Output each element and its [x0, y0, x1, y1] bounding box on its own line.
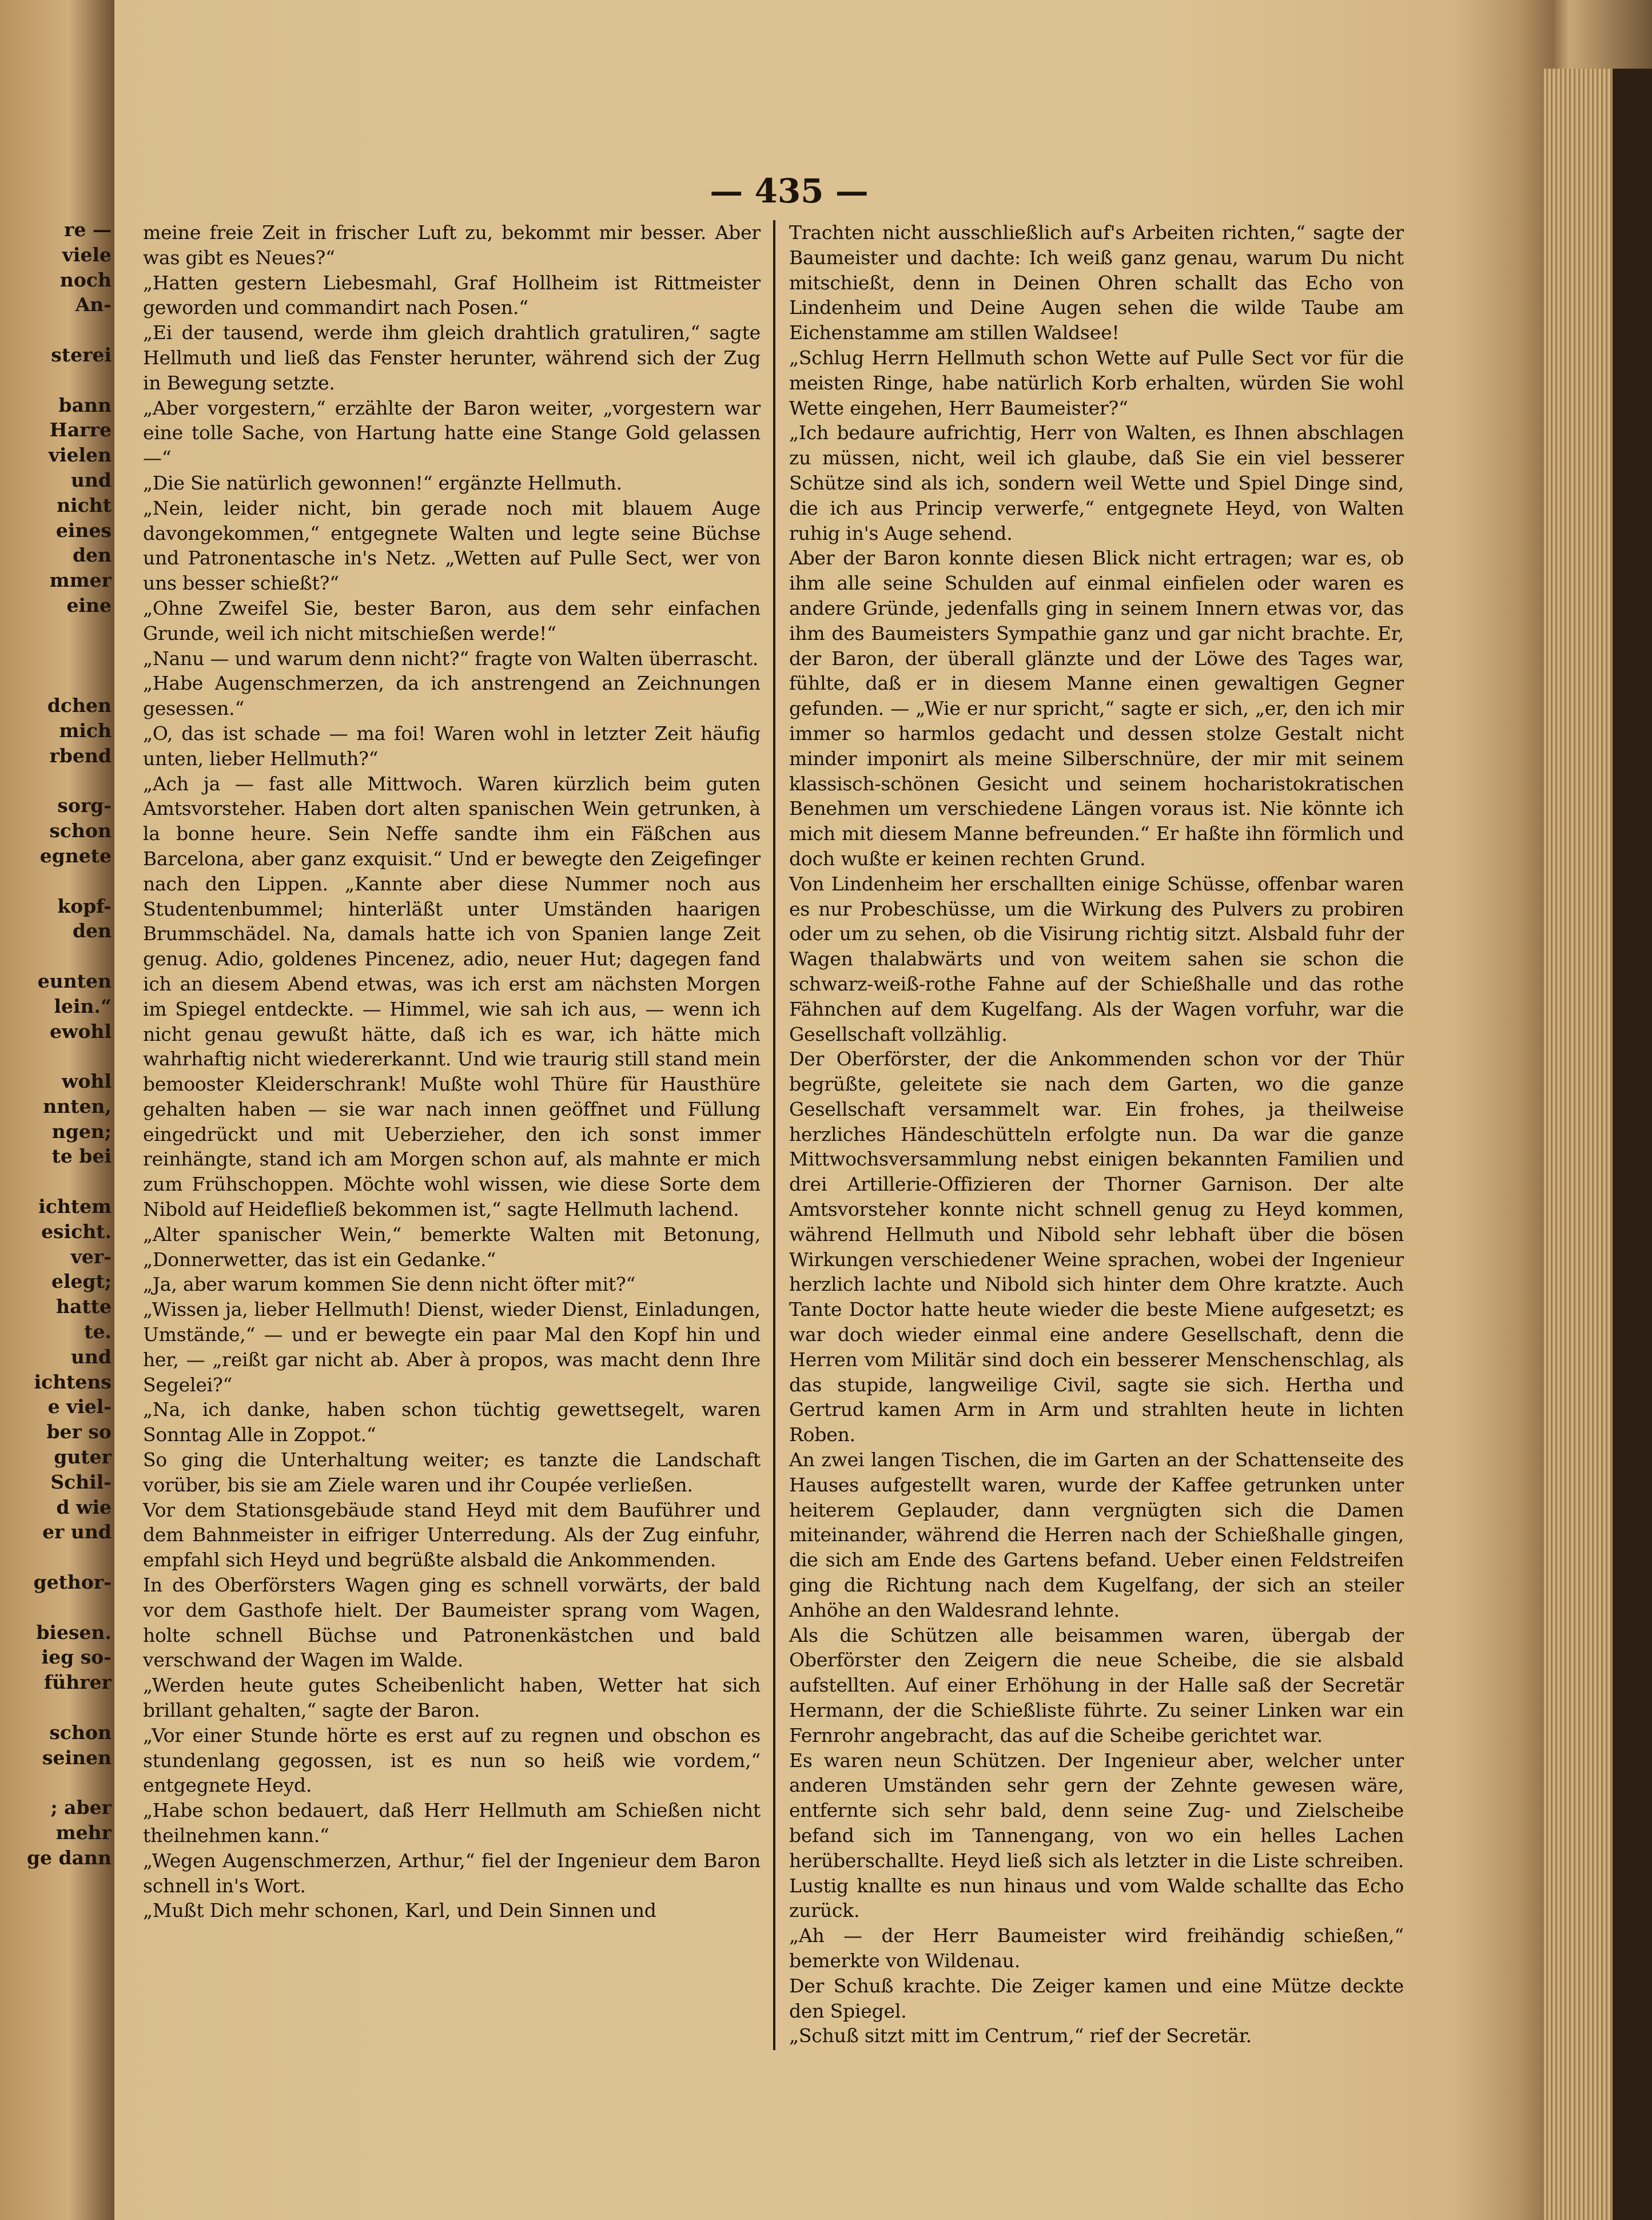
paragraph: meine freie Zeit in frischer Luft zu, bekommt mir besser. Aber was gibt es Neues?“	[143, 221, 761, 269]
fragment-line: te.	[84, 1320, 112, 1343]
fragment-line: An-	[75, 293, 112, 316]
fragment-line: führer	[44, 1671, 112, 1694]
fragment-line: lein.“	[54, 994, 112, 1017]
page-edges	[1544, 69, 1652, 2220]
fragment-line: esicht.	[41, 1220, 112, 1243]
fragment-line: e viel-	[47, 1395, 112, 1418]
paragraph: „Nein, leider nicht, bin gerade noch mit blauem Auge davongekommen,“ entgegnete Walten und legte seine Büchse und Patronentasche in's Netz. „Wetten auf Pulle Sect, wer von uns besser schießt?“	[143, 496, 761, 595]
fragment-line: kopf-	[57, 894, 112, 917]
fragment-line	[0, 368, 112, 393]
fragment-line: nicht	[57, 494, 112, 516]
fragment-line: Harre	[49, 419, 112, 441]
book-cover-edge	[1613, 69, 1652, 2220]
fragment-line: rbend	[49, 744, 112, 767]
paragraph: Vor dem Stationsgebäude stand Heyd mit dem Bauführer und dem Bahnmeister in eifriger Unterredung. Als der Zug einfuhr, empfahl sich Heyd und begrüßte alsbald die Ankommenden.	[143, 1498, 761, 1571]
paragraph: An zwei langen Tischen, die im Garten an der Schattenseite des Hauses aufgestellt waren, wurde der Kaffee getrunken unter heiterem Geplauder, dann vergnügten sich die Damen miteinander, während die Herren nach der Schießhalle gingen, die sich am Ende des Gartens befand. Ueber einen Feldstreifen ging die Richtung nach dem Kugelfang, der sich an steiler Anhöhe an den Waldesrand lehnte.	[789, 1449, 1404, 1621]
fragment-line: und	[70, 1345, 112, 1368]
fragment-line: den	[72, 544, 112, 567]
fragment-line: mehr	[55, 1821, 112, 1844]
paragraph: „Ja, aber warum kommen Sie denn nicht öfter mit?“	[143, 1273, 636, 1296]
fragment-line: biesen.	[36, 1621, 112, 1644]
paragraph: „Aber vorgestern,“ erzählte der Baron weiter, „vorgestern war eine tolle Sache, von Hartung hatte eine Stange Gold gelassen —“	[143, 396, 761, 470]
paragraph: „Ohne Zweifel Sie, bester Baron, aus dem sehr einfachen Grunde, weil ich nicht mitschießen werde!“	[143, 596, 761, 644]
paragraph: Es waren neun Schützen. Der Ingenieur aber, welcher unter anderen Umständen sehr gern der Zehnte gewesen wäre, entfernte sich sehr bald, denn seine Zug- und Zielscheibe befand sich im Tannengang, von wo ein helles Lachen herüberschallte. Heyd ließ sich als letzter in die Liste schreiben. Lustig knallte es nun hinaus und vom Walde schallte das Echo zurück.	[789, 1749, 1404, 1922]
fragment-line: eunten	[37, 969, 112, 992]
fragment-line: dchen	[47, 694, 112, 717]
paragraph: Trachten nicht ausschließlich auf's Arbeiten richten,“ sagte der Baumeister und dachte: Ich weiß ganz genau, warum Du nicht mitschießt, denn in Deinen Ohren schallt das Echo von Lindenheim und Deine Augen sehen die wilde Taube am Eichenstamme am stillen Waldsee!	[789, 221, 1404, 344]
right-text-column	[789, 220, 1404, 2048]
fragment-line: wohl	[62, 1070, 112, 1093]
fragment-line: d wie	[56, 1495, 112, 1518]
fragment-line: viele	[62, 243, 112, 266]
fragment-line: vielen	[48, 444, 112, 467]
fragment-line: mich	[59, 719, 112, 742]
fragment-line: ieg so-	[41, 1646, 112, 1669]
column-divider	[773, 220, 775, 2050]
fragment-line	[0, 1695, 112, 1720]
fragment-line	[0, 618, 112, 643]
paragraph: „Vor einer Stunde hörte es erst auf zu regnen und obschon es stundenlang gegossen, ist es nun so heiß wie vordem,“ entgegnete Heyd.	[143, 1724, 761, 1797]
fragment-line	[0, 1545, 112, 1570]
left-page-fragments	[0, 217, 112, 1871]
fragment-line: mmer	[49, 569, 112, 592]
fragment-line	[0, 317, 112, 343]
fragment-line: den	[72, 920, 112, 942]
paragraph: Der Schuß krachte. Die Zeiger kamen und eine Mütze deckte den Spiegel.	[789, 1974, 1404, 2022]
fragment-line: bann	[58, 393, 112, 416]
fragment-line: ber so	[46, 1421, 112, 1443]
left-text-column	[143, 220, 761, 1923]
fragment-line: seinen	[42, 1746, 112, 1769]
paragraph: „Werden heute gutes Scheibenlicht haben, Wetter hat sich brillant gehalten,“ sagte der Baron.	[143, 1674, 761, 1722]
fragment-line	[0, 643, 112, 669]
fragment-line: eine	[66, 594, 112, 616]
fragment-line: sorg-	[57, 794, 112, 817]
paragraph: „Na, ich danke, haben schon tüchtig gewettsegelt, waren Sonntag Alle in Zoppot.“	[143, 1398, 761, 1446]
paragraph: Von Lindenheim her erschallten einige Schüsse, offenbar waren es nur Probeschüsse, um die Wirkung des Pulvers zu probiren oder um zu sehen, ob die Visirung richtig sitzt. Alsbald fuhr der Wagen thalabwärts und von weitem sahen sie schon die schwarz-weiß-rothe Fahne auf der Schießhalle und das rothe Fähnchen auf dem Kugelfang. Als der Wagen vorfuhr, war die Gesellschaft vollzählig.	[789, 872, 1404, 1045]
fragment-line: ge dann	[26, 1846, 112, 1869]
fragment-line	[0, 668, 112, 693]
paragraph: „Ach ja — fast alle Mittwoch. Waren kürzlich beim guten Amtsvorsteher. Haben dort alten spanischen Wein getrunken, à la bonne heure. Sein Neffe sandte ihm ein Fäßchen aus Barcelona, aber ganz exquisit.“ Und er bewegte den Zeigefinger nach den Lippen. „Kannte aber diese Nummer noch aus Studentenbummel; hinterläßt unter Umständen haarigen Brummschädel. Na, damals hatte ich von Spanien lange Zeit genug. Adio, goldenes Pincenez, adio, neuer Hut; dagegen fand ich an diesem Abend etwas, was ich erst am nächsten Morgen im Spiegel entdeckte. — Himmel, wie sah ich aus, — wenn ich nicht genau gewußt hätte, daß ich es war, ich hätte mich wahrhaftig nicht wiedererkannt. Und wie traurig still stand mein bemooster Kleiderschrank! Mußte wohl Thüre für Hausthüre gehalten haben — sie war nach innen geöffnet und Füllung eingedrückt und mit Ueberzieher, den ich sonst immer reinhängte, stand ich am Morgen schon auf, als mahnte er mich zum Frühschoppen. Möchte wohl wissen, wie diese Sorte dem Nibold auf Heidefließ bekommen ist,“ sagte Hellmuth lachend.	[143, 772, 761, 1221]
paragraph: „Schlug Herrn Hellmuth schon Wette auf Pulle Sect vor für die meisten Ringe, habe natürlich Korb erhalten, würden Sie wohl Wette eingehen, Herr Baumeister?“	[789, 346, 1404, 419]
paragraph: Als die Schützen alle beisammen waren, übergab der Oberförster den Zeigern die neue Scheibe, die sie alsbald aufstellten. Auf einer Erhöhung in der Halle saß der Secretär Hermann, der die Schießliste führte. Zu seiner Linken war ein Fernrohr angebracht, das auf die Scheibe gerichtet war.	[789, 1624, 1404, 1746]
fragment-line: hatte	[56, 1295, 112, 1318]
fragment-line: schon	[49, 1721, 112, 1744]
fragment-line: ngen;	[51, 1120, 112, 1143]
fragment-line	[0, 1169, 112, 1194]
fragment-line: elegt;	[51, 1270, 112, 1293]
fragment-line: sterei	[51, 343, 112, 366]
paragraph: „Habe Augenschmerzen, da ich anstrengend an Zeichnungen gesessen.“	[143, 672, 761, 720]
fragment-line: ver-	[70, 1245, 112, 1268]
fragment-line: nnten,	[43, 1095, 112, 1117]
paragraph: „Mußt Dich mehr schonen, Karl, und Dein Sinnen und	[143, 1899, 656, 1922]
fragment-line: gethor-	[33, 1571, 112, 1594]
paragraph: „Hatten gestern Liebesmahl, Graf Hollheim ist Rittmeister geworden und commandirt nach Posen.“	[143, 271, 761, 319]
paragraph: „Alter spanischer Wein,“ bemerkte Walten mit Betonung, „Donnerwetter, das ist ein Gedanke.“	[143, 1223, 761, 1271]
fragment-line	[0, 869, 112, 894]
fragment-line: egnete	[39, 844, 112, 867]
fragment-line: ichtens	[34, 1370, 112, 1393]
fragment-line: ewohl	[50, 1020, 112, 1043]
paragraph: „Die Sie natürlich gewonnen!“ ergänzte Hellmuth.	[143, 471, 622, 494]
paragraph: „Wegen Augenschmerzen, Arthur,“ fiel der Ingenieur dem Baron schnell in's Wort.	[143, 1849, 761, 1897]
fragment-line: ichtem	[38, 1195, 112, 1218]
paragraph: „Nanu — und warum denn nicht?“ fragte von Walten überrascht.	[143, 647, 759, 670]
fragment-line: er und	[42, 1521, 112, 1543]
fragment-line	[0, 769, 112, 794]
fragment-line	[0, 944, 112, 969]
page-number: — 435 —	[710, 172, 869, 210]
paragraph: „Schuß sitzt mitt im Centrum,“ rief der Secretär.	[789, 2024, 1252, 2047]
fragment-line: ; aber	[50, 1796, 112, 1819]
fragment-line: schon	[49, 819, 112, 842]
paragraph: Aber der Baron konnte diesen Blick nicht ertragen; war es, ob ihm alle seine Schulden auf einmal einfielen oder waren es andere Gründe, jedenfalls ging in seinem Innern etwas vor, das ihm des Baumeisters Sympathie ganz und gar nicht brachte. Er, der Baron, der überall glänzte und der Löwe des Tages war, fühlte, daß er in diesem Manne einen gewaltigen Gegner gefunden. — „Wie er nur spricht,“ sagte er sich, „er, den ich mir immer so harmlos gedacht und dessen stolze Gestalt nicht minder imponirt als meine Silberschnüre, der mir mit seinem klassisch-schönen Gesicht und seinem hocharistokratischen Benehmen um verschiedene Längen voraus ist. Nie könnte ich mich mit diesem Manne befreunden.“ Er haßte ihn förmlich und doch wußte er keinen rechten Grund.	[789, 547, 1404, 870]
paragraph: So ging die Unterhaltung weiter; es tanzte die Landschaft vorüber, bis sie am Ziele waren und ihr Coupée verließen.	[143, 1449, 761, 1496]
fragment-line: re —	[64, 218, 112, 241]
fragment-line	[0, 1595, 112, 1620]
fragment-line: noch	[59, 268, 112, 291]
fragment-line: eines	[55, 519, 112, 542]
paragraph: „O, das ist schade — ma foi! Waren wohl in letzter Zeit häufig unten, lieber Hellmuth?“	[143, 722, 761, 770]
paragraph: „Ei der tausend, werde ihm gleich drahtlich gratuliren,“ sagte Hellmuth und ließ das Fenster herunter, während sich der Zug in Bewegung setzte.	[143, 321, 761, 394]
fragment-line: guter	[54, 1446, 112, 1469]
paragraph: In des Oberförsters Wagen ging es schnell vorwärts, der bald vor dem Gasthofe hielt. Der Baumeister sprang vom Wagen, holte schnell Büchse und Patronenkästchen und bald verschwand der Wagen im Walde.	[143, 1574, 761, 1672]
fragment-line: Schil-	[50, 1470, 112, 1493]
paragraph: „Wissen ja, lieber Hellmuth! Dienst, wieder Dienst, Einladungen, Umstände,“ — und er bewegte ein paar Mal den Kopf hin und her, — „reißt gar nicht ab. Aber à propos, was macht denn Ihre Segelei?“	[143, 1298, 761, 1396]
paragraph: Der Oberförster, der die Ankommenden schon vor der Thür begrüßte, geleitete sie nach dem Garten, wo die ganze Gesellschaft versammelt war. Ein frohes, ja theilweise herzliches Händeschütteln erfolgte nun. Da war die ganze Mittwochsversammlung nebst einigen bekannten Familien und drei Artillerie-Offizieren der Thorner Garnison. Der alte Amtsvorsteher konnte nicht schnell genug zu Heyd kommen, während Hellmuth und Nibold sehr lebhaft über die bösen Wirkungen verschiedener Weine sprachen, wobei der Ingenieur herzlich lachte und Nibold sich hinter dem Ohre kratzte. Auch Tante Doctor hatte heute wieder die beste Miene aufgesetzt; es war doch wieder einmal eine andere Gesellschaft, denn die Herren vom Militär sind doch ein besserer Menschenschlag, als das stupide, langweilige Civil, sagte sie sich. Hertha und Gertrud kamen Arm in Arm und strahlten heute in lichten Roben.	[789, 1048, 1404, 1446]
fragment-line: und	[70, 468, 112, 491]
paragraph: „Ich bedaure aufrichtig, Herr von Walten, es Ihnen abschlagen zu müssen, nicht, weil ich glaube, daß Sie ein viel besserer Schütze sind als ich, sondern weil Wette und Spiel Dinge sind, die ich aus Princip verwerfe,“ entgegnete Heyd, von Walten ruhig in's Auge sehend.	[789, 421, 1404, 544]
fragment-line: te bei	[51, 1145, 112, 1168]
fragment-line	[0, 1770, 112, 1795]
paragraph: „Habe schon bedauert, daß Herr Hellmuth am Schießen nicht theilnehmen kann.“	[143, 1799, 761, 1847]
fragment-line	[0, 1044, 112, 1069]
paragraph: „Ah — der Herr Baumeister wird freihändig schießen,“ bemerkte von Wildenau.	[789, 1924, 1404, 1972]
